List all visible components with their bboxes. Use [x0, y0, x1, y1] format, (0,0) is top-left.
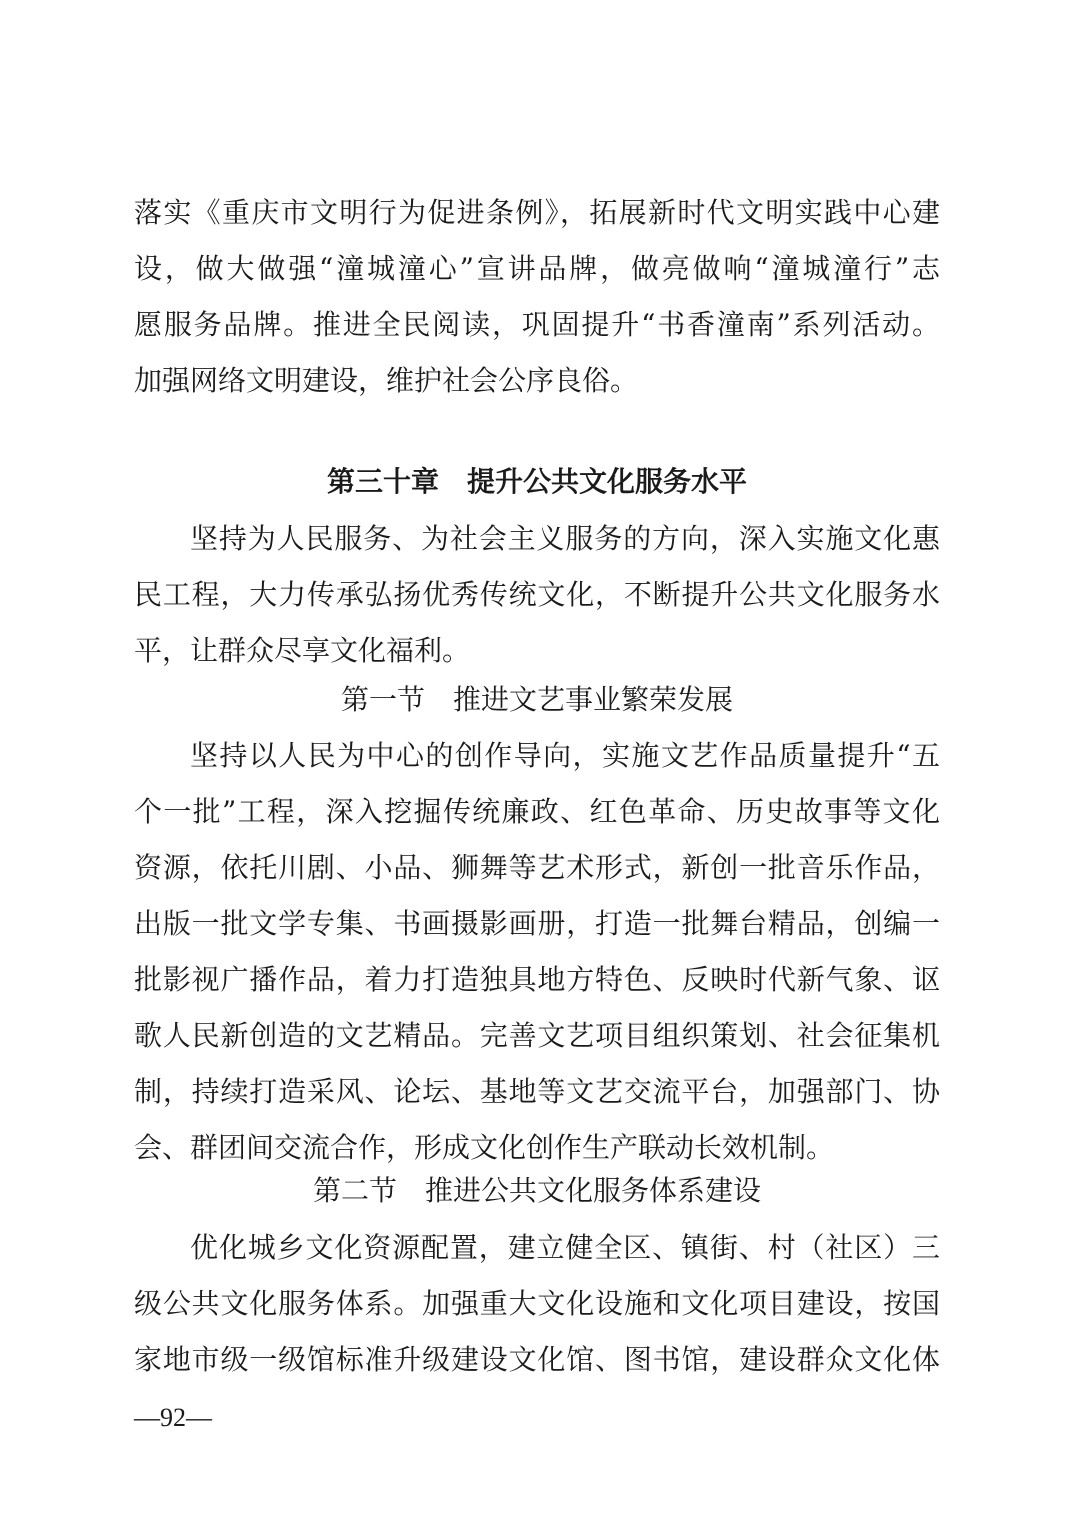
paragraph-line: 优化城乡文化资源配置，建立健全区、镇街、村（社区）三	[190, 1231, 940, 1264]
page-number: —92—	[134, 1403, 212, 1432]
paragraph-line: 平，让群众尽享文化福利。	[134, 634, 471, 667]
paragraph-line: 民工程，大力传承弘扬优秀传统文化，不断提升公共文化服务水	[134, 578, 940, 611]
paragraph-line: 个一批”工程，深入挖掘传统廉政、红色革命、历史故事等文化	[134, 795, 940, 828]
paragraph-line: 设，做大做强“潼城潼心”宣讲品牌，做亮做响“潼城潼行”志	[134, 252, 940, 285]
paragraph-line: 出版一批文学专集、书画摄影画册，打造一批舞台精品，创编一	[134, 907, 940, 940]
paragraph-line: 级公共文化服务体系。加强重大文化设施和文化项目建设，按国	[134, 1287, 940, 1320]
paragraph-line: 制，持续打造采风、论坛、基地等文艺交流平台，加强部门、协	[134, 1075, 940, 1108]
paragraph-line: 会、群团间交流合作，形成文化创作生产联动长效机制。	[134, 1131, 835, 1164]
paragraph-line: 加强网络文明建设，维护社会公序良俗。	[134, 364, 639, 397]
paragraph-line: 落实《重庆市文明行为促进条例》，拓展新时代文明实践中心建	[134, 196, 940, 229]
section-title: 第一节 推进文艺事业繁荣发展	[340, 683, 733, 716]
paragraph-line: 愿服务品牌。推进全民阅读，巩固提升“书香潼南”系列活动。	[134, 308, 940, 341]
paragraph-line: 坚持为人民服务、为社会主义服务的方向，深入实施文化惠	[190, 522, 940, 555]
paragraph-line: 批影视广播作品，着力打造独具地方特色、反映时代新气象、讴	[134, 963, 940, 996]
section-title: 第二节 推进公共文化服务体系建设	[312, 1174, 761, 1207]
paragraph-line: 资源，依托川剧、小品、狮舞等艺术形式，新创一批音乐作品，	[134, 851, 940, 884]
paragraph-line: 歌人民新创造的文艺精品。完善文艺项目组织策划、社会征集机	[134, 1019, 940, 1052]
chapter-title: 第三十章 提升公共文化服务水平	[326, 465, 747, 498]
paragraph-line: 家地市级一级馆标准升级建设文化馆、图书馆，建设群众文化体	[134, 1343, 940, 1376]
paragraph-line: 坚持以人民为中心的创作导向，实施文艺作品质量提升“五	[190, 739, 940, 772]
